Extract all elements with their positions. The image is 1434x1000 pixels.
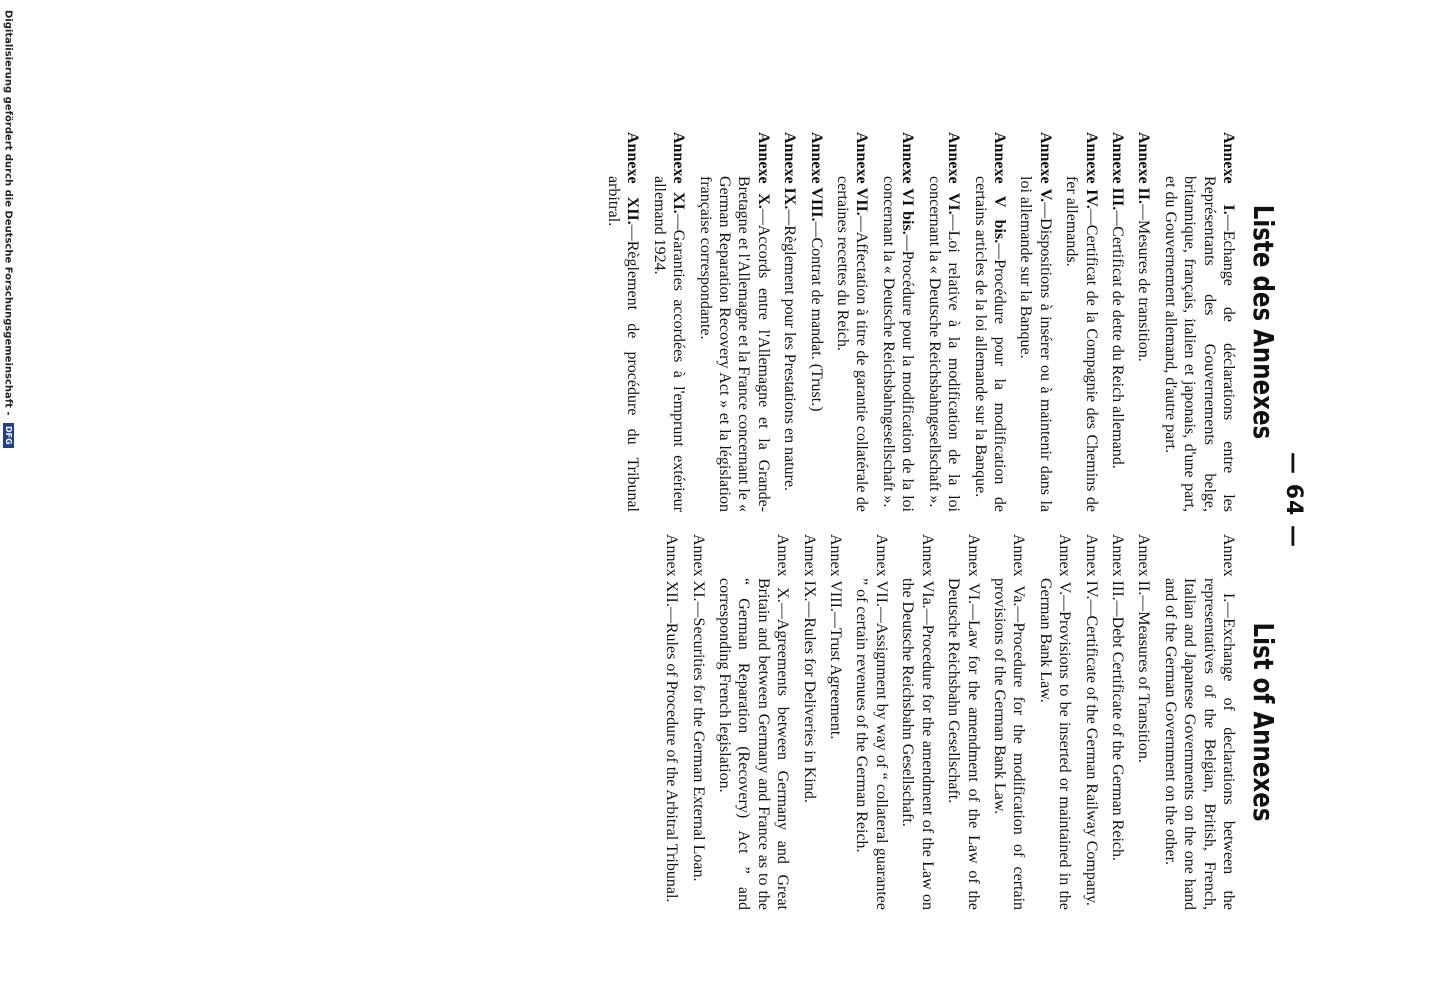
annex-description: —Assignment by way of “ collateral guarantee ” of certain revenues of the German Reich. <box>853 578 890 910</box>
annex-label: Annex VII. <box>872 534 890 607</box>
annex-entry <box>826 534 845 910</box>
annex-entry <box>1108 132 1127 512</box>
annex-label: Annexe VIII. <box>807 132 825 222</box>
annex-label: Annex III. <box>1108 534 1126 601</box>
french-title: Liste des Annexes <box>1247 204 1280 440</box>
annex-entry <box>604 132 643 512</box>
annex-entry <box>833 132 872 512</box>
annex-entry <box>1160 534 1238 910</box>
annex-label: Annexe VI bis. <box>899 132 917 235</box>
annex-label: Annex V. <box>1056 534 1074 596</box>
annex-entry <box>806 132 825 512</box>
annex-label: Annex VIa. <box>918 534 936 609</box>
annex-entry <box>898 534 937 910</box>
annex-description: —Accords entre l'Allemagne et la Grande-Bretagne et l'Allemagne et la France concernant le « German Reparation Recovery Act » et la législation française correspondante. <box>696 176 772 512</box>
annex-entry <box>1062 132 1101 512</box>
annex-entry <box>970 132 1009 512</box>
annex-description: —Certificate of the German Railway Company. <box>1082 599 1100 906</box>
page-number: — 64 — <box>1281 452 1306 548</box>
annex-entry <box>924 132 963 512</box>
annex-label: Annexe V bis. <box>990 132 1008 244</box>
annex-label: Annexe I. <box>1220 132 1237 215</box>
annex-entry <box>780 132 799 512</box>
annex-description: —Debt Certificate of the German Reich. <box>1108 600 1126 861</box>
annex-description: —Rules of Procedure of the Arbitral Tribunal. <box>663 606 681 903</box>
annex-entry <box>695 132 773 512</box>
annex-label: Annexe IX. <box>781 132 799 210</box>
annex-entry <box>852 534 891 910</box>
english-column <box>655 534 1282 910</box>
annex-description: —Securities for the German External Loan. <box>689 601 707 882</box>
annex-description: —Mesures de transition. <box>1135 204 1153 362</box>
annex-description: —Procédure pour la modification de la loi concernant la « Deutsche Reichsbahngesellschaft ». <box>879 176 917 512</box>
annex-entry <box>1016 132 1055 512</box>
annex-label: Annex IX. <box>800 534 818 602</box>
english-title: List of Annexes <box>1247 622 1280 822</box>
annex-entry <box>688 534 707 910</box>
annex-label: Annex VI. <box>964 534 982 605</box>
annex-entry <box>662 534 681 910</box>
annex-label: Annexe V. <box>1036 132 1054 203</box>
annex-label: Annexe III. <box>1108 132 1126 211</box>
annex-entry <box>944 534 983 910</box>
annex-description: —Law for the amendment of the Law of the Deutsche Reichsbahn Gesellschaft. <box>945 578 982 911</box>
annex-description: —Procedure for the modification of certain provisions of the German Bank Law. <box>990 578 1028 911</box>
annex-label: Annexe X. <box>754 132 772 209</box>
dfg-logo: DFG <box>3 423 14 448</box>
annex-label: Annex IV. <box>1082 534 1100 600</box>
annex-label: Annexe II. <box>1135 132 1153 205</box>
annex-label: Annex X. <box>774 534 792 603</box>
annex-label: Annex II. <box>1135 534 1153 596</box>
annex-label: Annex XII. <box>663 534 681 607</box>
annex-description: —Affectation à titre de garantie collatérale de certaines recettes du Reich. <box>834 176 871 512</box>
annex-description: —Rules for Deliveries in Kind. <box>800 601 818 803</box>
annex-label: Annexe VII. <box>853 132 871 216</box>
annex-description: —Provisions to be inserted or maintained in the German Bank Law. <box>1036 578 1074 911</box>
annex-label: Annexe XII. <box>624 132 642 225</box>
annex-description: —Exchange of declarations between the representatives of the Belgian, British, French, Italian and Japanese Governments on the one hand and of the German Government on the other. <box>1161 578 1237 910</box>
annex-entry <box>1160 132 1238 512</box>
annex-description: —Certificat de la Compagnie des Chemins de fer allemands. <box>1063 176 1100 512</box>
annex-description: —Règlement pour les Prestations en nature. <box>781 209 799 492</box>
annex-description: —Contrat de mandat. (Trust.) <box>807 221 825 412</box>
annex-label: Annex I. <box>1220 534 1237 603</box>
annex-entry <box>990 534 1029 910</box>
funding-credit-text: Digitalisierung gefördert durch die Deutsche Forschungsgemeinschaft - <box>2 10 14 416</box>
annex-description: —Echange de déclarations entre les Représentants des Gouvernements belge, britannique, français, italien et japonais, d'une part, et du Gouvernement allemand, d'autre part. <box>1161 176 1237 512</box>
annex-entry <box>1108 534 1127 910</box>
annex-entry <box>649 132 688 512</box>
annex-description: —Loi relative à la modification de la loi concernant la « Deutsche Reichsbahngesellschaft ». <box>925 176 963 512</box>
annex-label: Annexe XI. <box>670 132 688 214</box>
annex-label: Annexe VI. <box>945 132 963 215</box>
annex-description: —Measures of Transition. <box>1135 595 1153 763</box>
french-entry-list <box>604 132 1238 512</box>
annex-description: —Procedure for the amendment of the Law on the Deutsche Reichsbahn Gesellschaft. <box>899 578 936 910</box>
annex-description: —Agreements between Germany and Great Britain and between Germany and France as to the “ German Reparation (Recovery) Act ” and corresponding French legislation. <box>716 578 792 910</box>
annex-entry <box>715 534 793 910</box>
funding-credit <box>0 0 14 1000</box>
english-entry-list <box>662 534 1238 910</box>
annex-entry <box>799 534 818 910</box>
annex-description: —Trust Agreement. <box>827 611 845 740</box>
annex-description: —Procédure pour la modification de certains articles de la loi allemande sur la Banque. <box>971 176 1008 512</box>
annex-description: —Dispositions à insérer ou à maintenir dans la loi allemande sur la Banque. <box>1017 176 1054 512</box>
annex-label: Annex Va. <box>1010 534 1028 607</box>
annex-entry <box>1035 534 1074 910</box>
annex-description: —Règlement de procédure du Tribunal arbitral. <box>605 176 642 513</box>
french-column <box>597 132 1282 512</box>
annex-entry <box>1134 132 1153 512</box>
annex-entry <box>879 132 918 512</box>
annex-entry <box>1081 534 1100 910</box>
annex-label: Annex XI. <box>689 534 707 602</box>
annex-description: —Certificat de dette du Reich allemand. <box>1108 210 1126 469</box>
annex-label: Annex VIII. <box>827 534 845 612</box>
annex-entry <box>1134 534 1153 910</box>
annex-label: Annexe IV. <box>1082 132 1100 209</box>
annex-description: —Garanties accordées à l'emprunt extérieur allemand 1924. <box>650 176 688 513</box>
